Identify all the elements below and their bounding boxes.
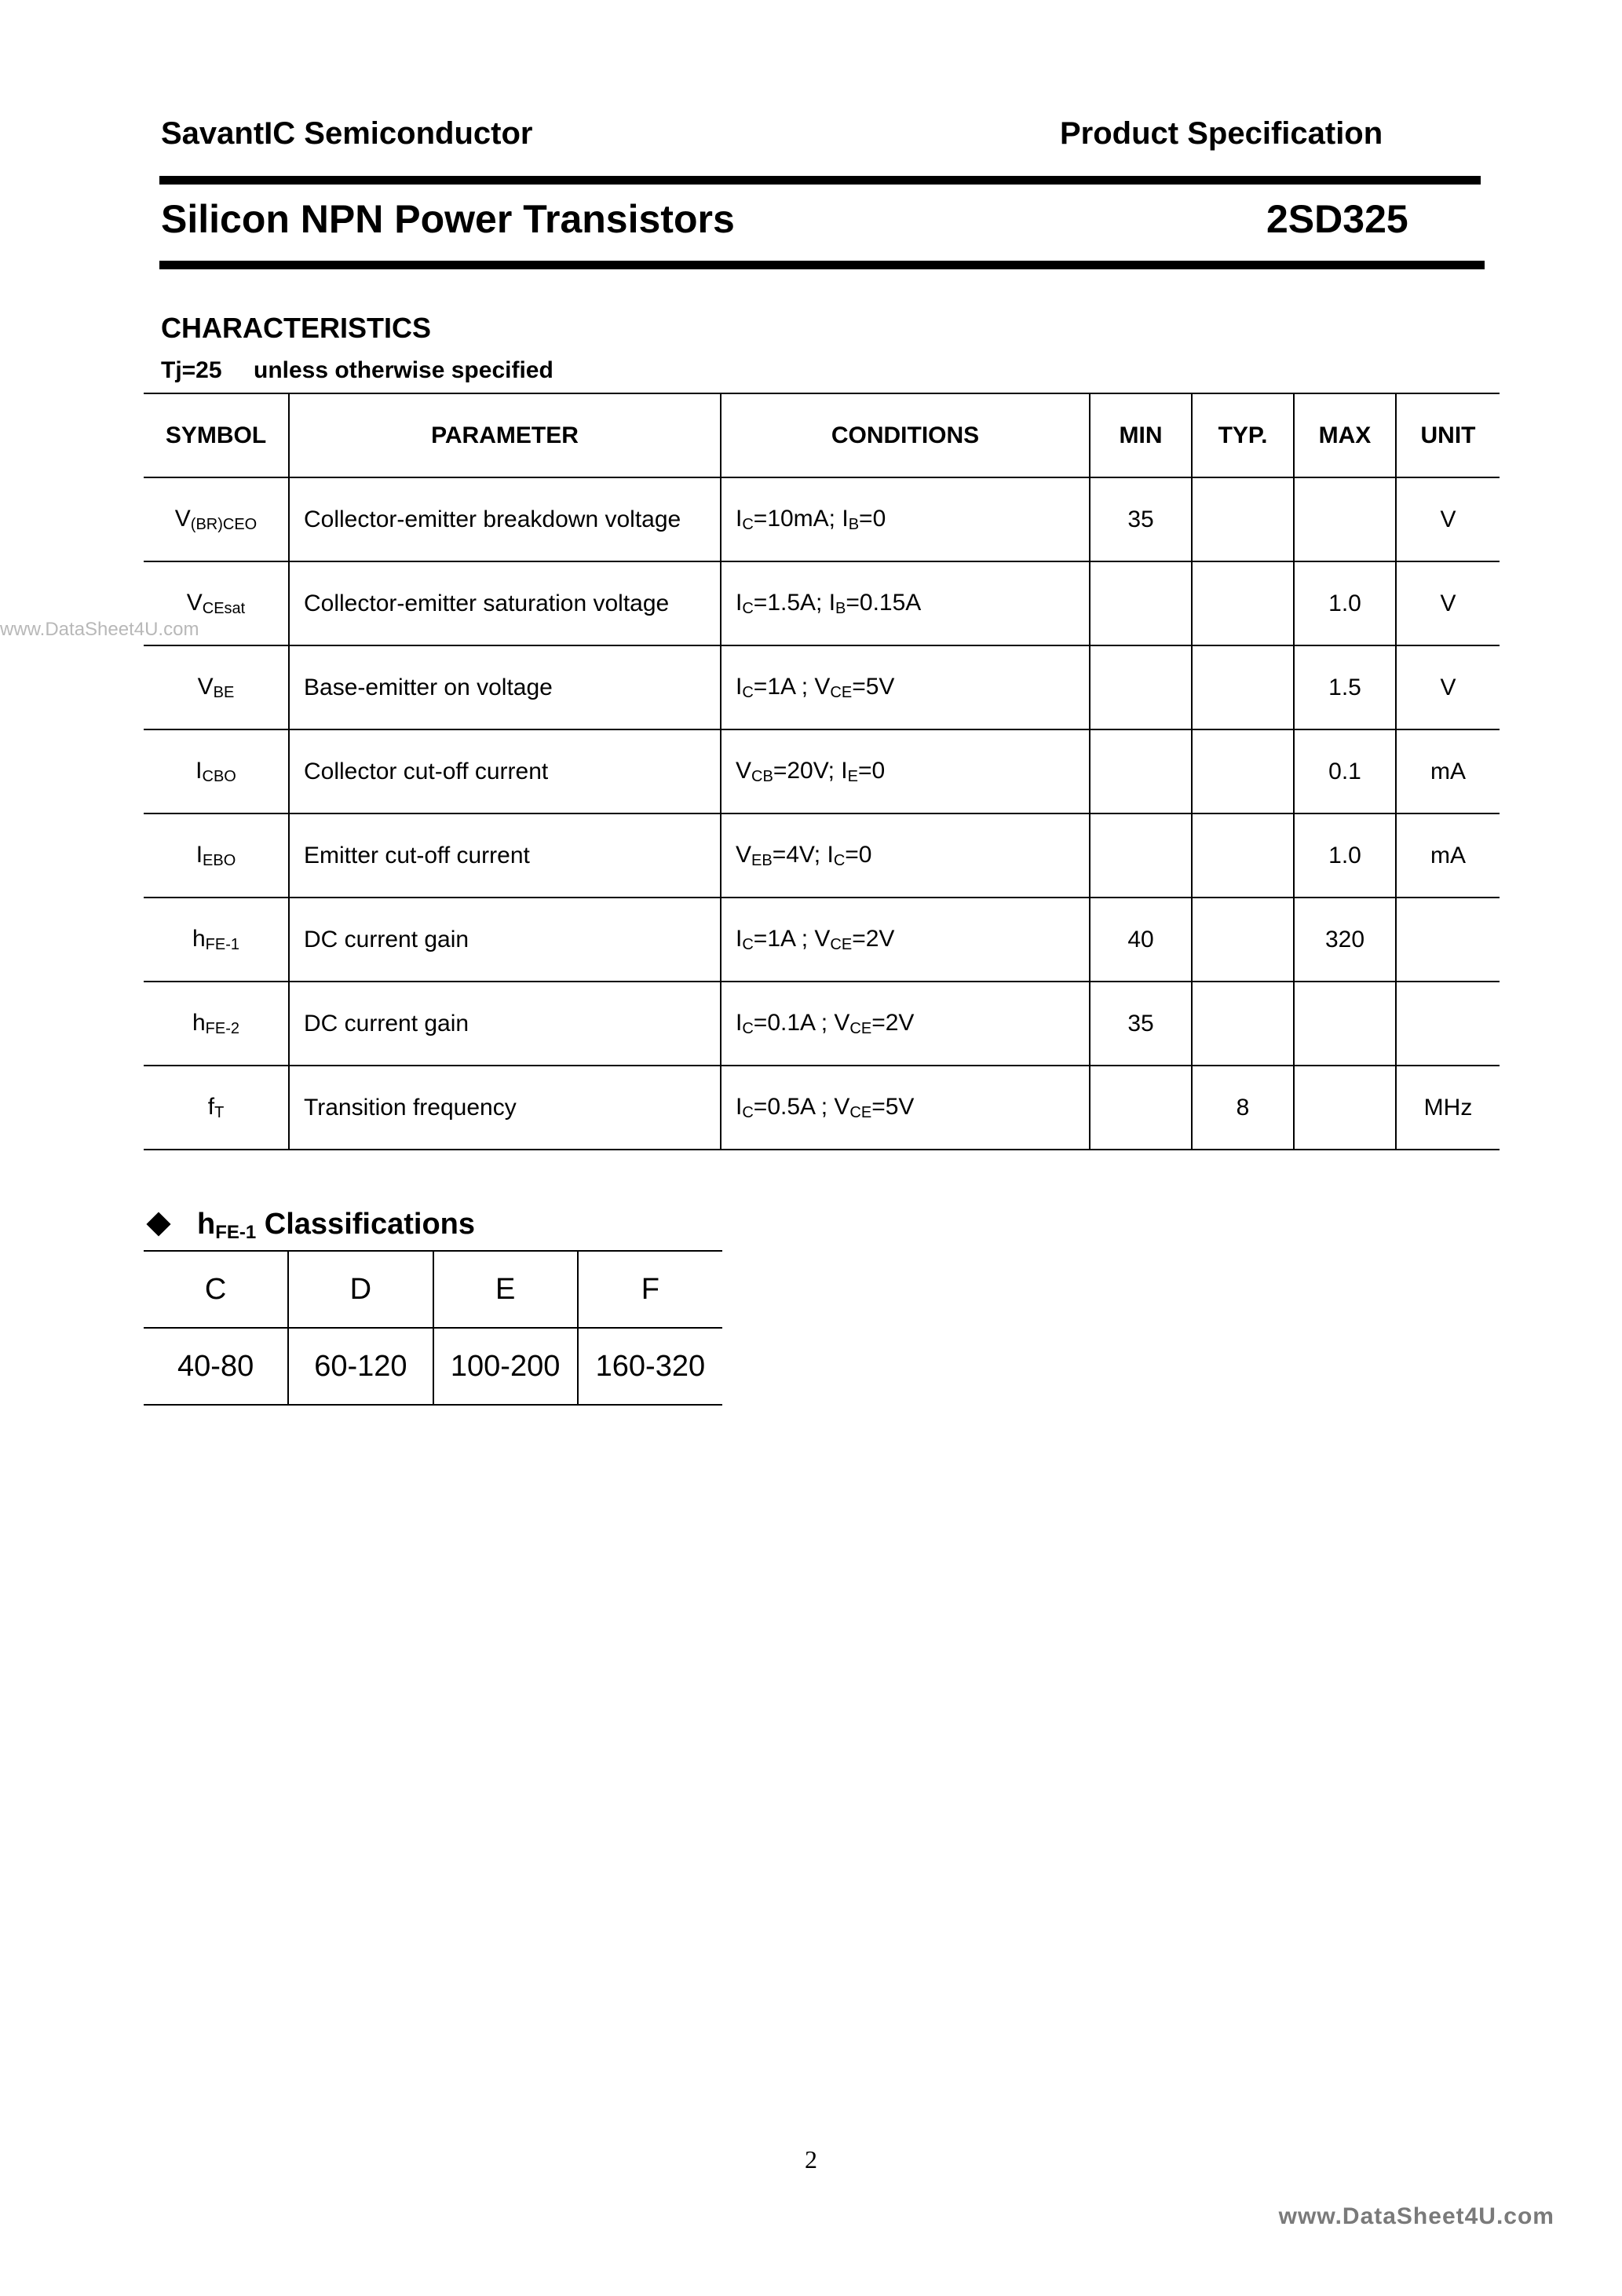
conditions-cell <box>721 729 1090 813</box>
min-cell: 35 <box>1090 477 1192 561</box>
condition-note: unless otherwise specified <box>254 357 553 383</box>
range-cell: 40-80 <box>144 1328 288 1405</box>
range-row <box>144 1328 722 1405</box>
grade-cell: C <box>144 1251 288 1328</box>
grade-cell: D <box>288 1251 433 1328</box>
condition-value: =0.15A <box>846 589 922 616</box>
condition-subscript: CE <box>830 935 853 953</box>
symbol-subscript: CBO <box>202 767 236 785</box>
condition-value: =1.5A; <box>753 589 829 616</box>
unit-cell: mA <box>1396 813 1500 898</box>
symbol-main: I <box>195 757 203 784</box>
condition-subscript: B <box>848 515 860 533</box>
grade-cell: E <box>433 1251 578 1328</box>
symbol-subscript: FE-1 <box>205 935 240 953</box>
symbol-main: I <box>195 841 203 868</box>
class-title-sub: FE-1 <box>215 1222 257 1243</box>
max-cell: 320 <box>1294 898 1396 982</box>
conditions-cell <box>721 898 1090 982</box>
symbol-main: V <box>197 673 214 700</box>
parameter-cell: Base-emitter on voltage <box>289 645 721 729</box>
min-cell <box>1090 729 1192 813</box>
condition-symbol: I <box>736 1093 743 1120</box>
symbol-cell <box>144 561 289 645</box>
unit-cell: mA <box>1396 729 1500 813</box>
condition-symbol: I <box>736 673 743 700</box>
condition-symbol: I <box>736 589 743 616</box>
characteristics-table <box>144 393 1500 1150</box>
typ-cell <box>1192 645 1294 729</box>
symbol-cell <box>144 898 289 982</box>
unit-cell: MHz <box>1396 1066 1500 1150</box>
condition-subscript: EB <box>751 851 773 869</box>
company-name: SavantIC Semiconductor <box>161 116 533 151</box>
table-row <box>144 561 1500 645</box>
classifications-title <box>144 1208 475 1244</box>
parameter-cell: Collector-emitter breakdown voltage <box>289 477 721 561</box>
condition-symbol: V <box>834 1093 850 1120</box>
symbol-cell <box>144 645 289 729</box>
symbol-cell <box>144 729 289 813</box>
symbol-cell <box>144 477 289 561</box>
symbol-subscript: FE-2 <box>205 1019 240 1037</box>
condition-subscript: B <box>835 599 846 617</box>
condition-value: =1A ; <box>753 673 815 700</box>
condition-value: =5V <box>852 673 895 700</box>
min-cell: 35 <box>1090 982 1192 1066</box>
max-cell: 0.1 <box>1294 729 1396 813</box>
typ-cell <box>1192 477 1294 561</box>
header-rule-top <box>159 176 1481 185</box>
condition-subscript: CE <box>830 683 853 701</box>
symbol-main: h <box>192 1009 206 1036</box>
typ-cell <box>1192 813 1294 898</box>
product-line: Silicon NPN Power Transistors <box>161 197 735 241</box>
part-number: 2SD325 <box>1266 197 1408 241</box>
condition-subscript: C <box>742 683 754 701</box>
max-cell: 1.0 <box>1294 561 1396 645</box>
condition-subscript: C <box>742 1103 754 1121</box>
table-row <box>144 898 1500 982</box>
condition-symbol: I <box>736 1009 743 1036</box>
symbol-subscript: T <box>214 1103 225 1121</box>
condition-subscript: E <box>847 767 858 785</box>
diamond-icon <box>146 1212 170 1236</box>
table-row <box>144 477 1500 561</box>
symbol-main: f <box>207 1093 215 1120</box>
class-title-rest: Classifications <box>256 1208 475 1241</box>
condition-subscript: C <box>742 515 754 533</box>
symbol-main: V <box>174 505 191 532</box>
header-conditions: CONDITIONS <box>721 393 1090 477</box>
symbol-cell <box>144 813 289 898</box>
condition-symbol: I <box>736 505 743 532</box>
doc-type: Product Specification <box>1060 116 1383 151</box>
table-row <box>144 645 1500 729</box>
condition-value: =20V; <box>773 757 842 784</box>
symbol-subscript: (BR)CEO <box>190 515 258 533</box>
unit-cell: V <box>1396 477 1500 561</box>
typ-cell <box>1192 729 1294 813</box>
condition-symbol: I <box>842 505 849 532</box>
conditions-cell <box>721 561 1090 645</box>
min-cell: 40 <box>1090 898 1192 982</box>
symbol-main: h <box>192 925 206 952</box>
grade-row <box>144 1251 722 1328</box>
condition-value: =1A ; <box>753 925 815 952</box>
symbol-subscript: CEsat <box>202 599 246 617</box>
condition-value: =2V <box>871 1009 915 1036</box>
condition-subscript: C <box>742 1019 754 1037</box>
typ-cell <box>1192 561 1294 645</box>
max-cell <box>1294 1066 1396 1150</box>
header-symbol: SYMBOL <box>144 393 289 477</box>
classifications-table <box>144 1250 722 1406</box>
condition-symbol: I <box>828 589 836 616</box>
parameter-cell: Emitter cut-off current <box>289 813 721 898</box>
condition-symbol: V <box>814 673 831 700</box>
condition-value: =0.5A ; <box>753 1093 835 1120</box>
max-cell: 1.0 <box>1294 813 1396 898</box>
header-max: MAX <box>1294 393 1396 477</box>
parameter-cell: Collector cut-off current <box>289 729 721 813</box>
condition-symbol: V <box>834 1009 850 1036</box>
table-row <box>144 982 1500 1066</box>
range-cell: 160-320 <box>578 1328 722 1405</box>
condition-subscript: C <box>742 599 754 617</box>
max-cell: 1.5 <box>1294 645 1396 729</box>
watermark-left: www.DataSheet4U.com <box>0 619 199 640</box>
unit-cell <box>1396 898 1500 982</box>
typ-cell <box>1192 898 1294 982</box>
conditions-cell <box>721 1066 1090 1150</box>
symbol-subscript: EBO <box>203 851 236 869</box>
condition-symbol: I <box>736 925 743 952</box>
min-cell <box>1090 645 1192 729</box>
condition-value: =0 <box>857 757 886 784</box>
condition-subscript: C <box>833 851 846 869</box>
table-row <box>144 1066 1500 1150</box>
table-row <box>144 813 1500 898</box>
conditions-cell <box>721 645 1090 729</box>
conditions-cell <box>721 477 1090 561</box>
condition-symbol: I <box>827 841 834 868</box>
condition-value: =4V; <box>772 841 827 868</box>
tj-note: Tj=25 <box>161 357 222 383</box>
header-unit: UNIT <box>1396 393 1500 477</box>
parameter-cell: Collector-emitter saturation voltage <box>289 561 721 645</box>
symbol-cell <box>144 982 289 1066</box>
range-cell: 100-200 <box>433 1328 578 1405</box>
header-parameter: PARAMETER <box>289 393 721 477</box>
symbol-main: V <box>186 589 203 616</box>
parameter-cell: DC current gain <box>289 982 721 1066</box>
section-title: CHARACTERISTICS <box>161 312 432 344</box>
symbol-subscript: BE <box>213 683 235 701</box>
min-cell <box>1090 1066 1192 1150</box>
condition-subscript: CE <box>849 1019 872 1037</box>
condition-value: =2V <box>852 925 895 952</box>
condition-symbol: I <box>841 757 848 784</box>
condition-value: =5V <box>871 1093 915 1120</box>
page-number: 2 <box>805 2145 817 2174</box>
condition-value: =10mA; <box>753 505 842 532</box>
header-rule-bottom <box>159 261 1485 269</box>
conditions-cell <box>721 813 1090 898</box>
max-cell <box>1294 982 1396 1066</box>
class-title-sym: h <box>197 1208 216 1241</box>
condition-symbol: V <box>736 757 752 784</box>
max-cell <box>1294 477 1396 561</box>
header-typ: TYP. <box>1192 393 1294 477</box>
table-row <box>144 729 1500 813</box>
range-cell: 60-120 <box>288 1328 433 1405</box>
condition-symbol: V <box>814 925 831 952</box>
unit-cell: V <box>1396 645 1500 729</box>
condition-value: =0 <box>845 841 872 868</box>
min-cell <box>1090 561 1192 645</box>
parameter-cell: Transition frequency <box>289 1066 721 1150</box>
header-min: MIN <box>1090 393 1192 477</box>
condition-symbol: V <box>736 841 752 868</box>
unit-cell <box>1396 982 1500 1066</box>
watermark-right: www.DataSheet4U.com <box>1278 2203 1554 2229</box>
conditions-cell <box>721 982 1090 1066</box>
condition-subscript: C <box>742 935 754 953</box>
grade-cell: F <box>578 1251 722 1328</box>
typ-cell: 8 <box>1192 1066 1294 1150</box>
symbol-cell <box>144 1066 289 1150</box>
condition-value: =0.1A ; <box>753 1009 835 1036</box>
typ-cell <box>1192 982 1294 1066</box>
parameter-cell: DC current gain <box>289 898 721 982</box>
condition-value: =0 <box>859 505 886 532</box>
condition-subscript: CE <box>849 1103 872 1121</box>
table-header-row <box>144 393 1500 477</box>
condition-subscript: CB <box>751 767 773 785</box>
unit-cell: V <box>1396 561 1500 645</box>
min-cell <box>1090 813 1192 898</box>
